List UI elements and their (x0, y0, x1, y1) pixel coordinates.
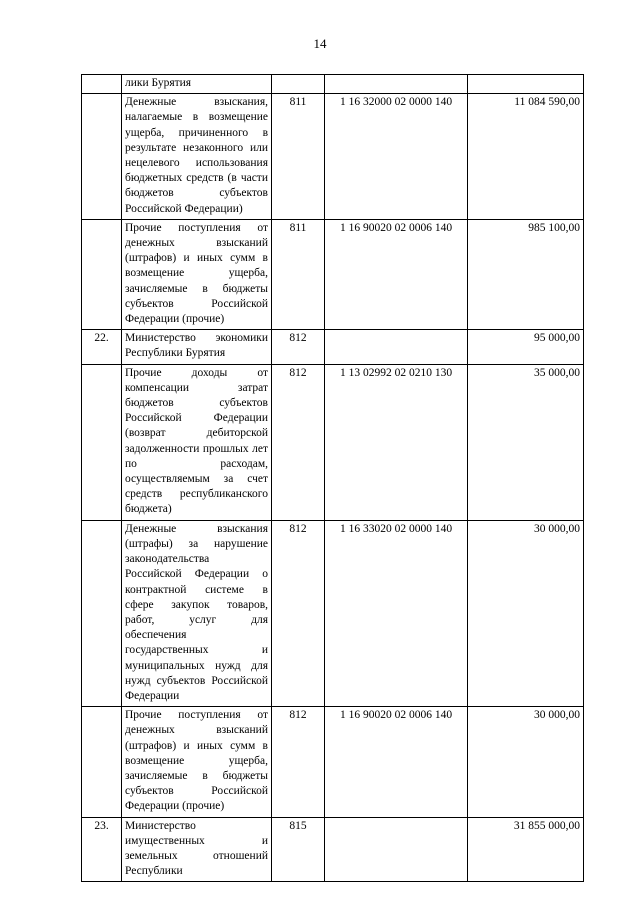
amount: 31 855 000,00 (468, 817, 584, 882)
row-number (82, 520, 122, 706)
table-row (82, 94, 584, 220)
row-number (82, 94, 122, 220)
income-name-text: Прочие поступления от денежных взысканий (штрафов) и иных сумм в возмещение ущерба, зачисляемые в бюджеты субъектов Российской Федерации (прочие) (125, 221, 268, 326)
income-code: 1 16 90020 02 0006 140 (325, 707, 468, 817)
row-number (82, 219, 122, 329)
income-name-text: Прочие поступления от денежных взысканий (штрафов) и иных сумм в возмещение ущерба, зачисляемые в бюджеты субъектов Российской Федерации (прочие) (125, 709, 268, 813)
amount: 30 000,00 (468, 520, 584, 706)
income-name-text: Министерство имущественных и земельных отношений Республики (125, 819, 268, 878)
income-code: 1 16 32000 02 0000 140 (325, 94, 468, 220)
income-name (122, 219, 272, 329)
income-code: 1 16 33020 02 0000 140 (325, 520, 468, 706)
table-row (82, 707, 584, 817)
income-name (122, 330, 272, 364)
amount (468, 75, 584, 94)
admin-code (272, 75, 325, 94)
table-row (82, 364, 584, 520)
income-name-text: Денежные взыскания (штрафы) за нарушение законодательства Российской Федерации о контрактной системе в сфере закупок товаров, работ, услуг для обеспечения государственных и муниципальных нужд для нужд субъектов Российской Федерации (125, 522, 268, 702)
row-number (82, 364, 122, 520)
amount: 11 084 590,00 (468, 94, 584, 220)
income-code (325, 330, 468, 364)
admin-code: 811 (272, 219, 325, 329)
income-name-text: Министерство экономики Республики Бурятия (125, 332, 268, 360)
table-row (82, 330, 584, 364)
income-name-text: лики Бурятия (125, 77, 192, 89)
table-row (82, 520, 584, 706)
income-name (122, 364, 272, 520)
admin-code: 812 (272, 364, 325, 520)
table-row (82, 219, 584, 329)
admin-code: 812 (272, 520, 325, 706)
income-code (325, 817, 468, 882)
table-row (82, 817, 584, 882)
income-name (122, 520, 272, 706)
admin-code: 815 (272, 817, 325, 882)
amount: 35 000,00 (468, 364, 584, 520)
income-name (122, 707, 272, 817)
row-number (82, 75, 122, 94)
income-name (122, 94, 272, 220)
amount: 30 000,00 (468, 707, 584, 817)
page-number: 14 (313, 36, 327, 51)
income-name (122, 817, 272, 882)
amount: 95 000,00 (468, 330, 584, 364)
amount: 985 100,00 (468, 219, 584, 329)
row-number: 23. (82, 817, 122, 882)
admin-code: 812 (272, 707, 325, 817)
admin-code: 811 (272, 94, 325, 220)
income-name-text: Прочие доходы от компенсации затрат бюджетов субъектов Российской Федерации (возврат дебиторской задолженности прошлых лет по расходам, осуществляемым за счет средств республиканского бюджета) (125, 366, 268, 516)
income-code: 1 13 02992 02 0210 130 (325, 364, 468, 520)
admin-code: 812 (272, 330, 325, 364)
budget-income-table (81, 74, 584, 882)
row-number (82, 707, 122, 817)
income-name (122, 75, 272, 94)
table-row (82, 75, 584, 94)
income-code: 1 16 90020 02 0006 140 (325, 219, 468, 329)
income-code (325, 75, 468, 94)
income-name-text: Денежные взыскания, налагаемые в возмещение ущерба, причиненного в результате незаконного или нецелевого использования бюджетных средств (в части бюджетов субъектов Российской Федерации) (125, 96, 268, 215)
row-number: 22. (82, 330, 122, 364)
